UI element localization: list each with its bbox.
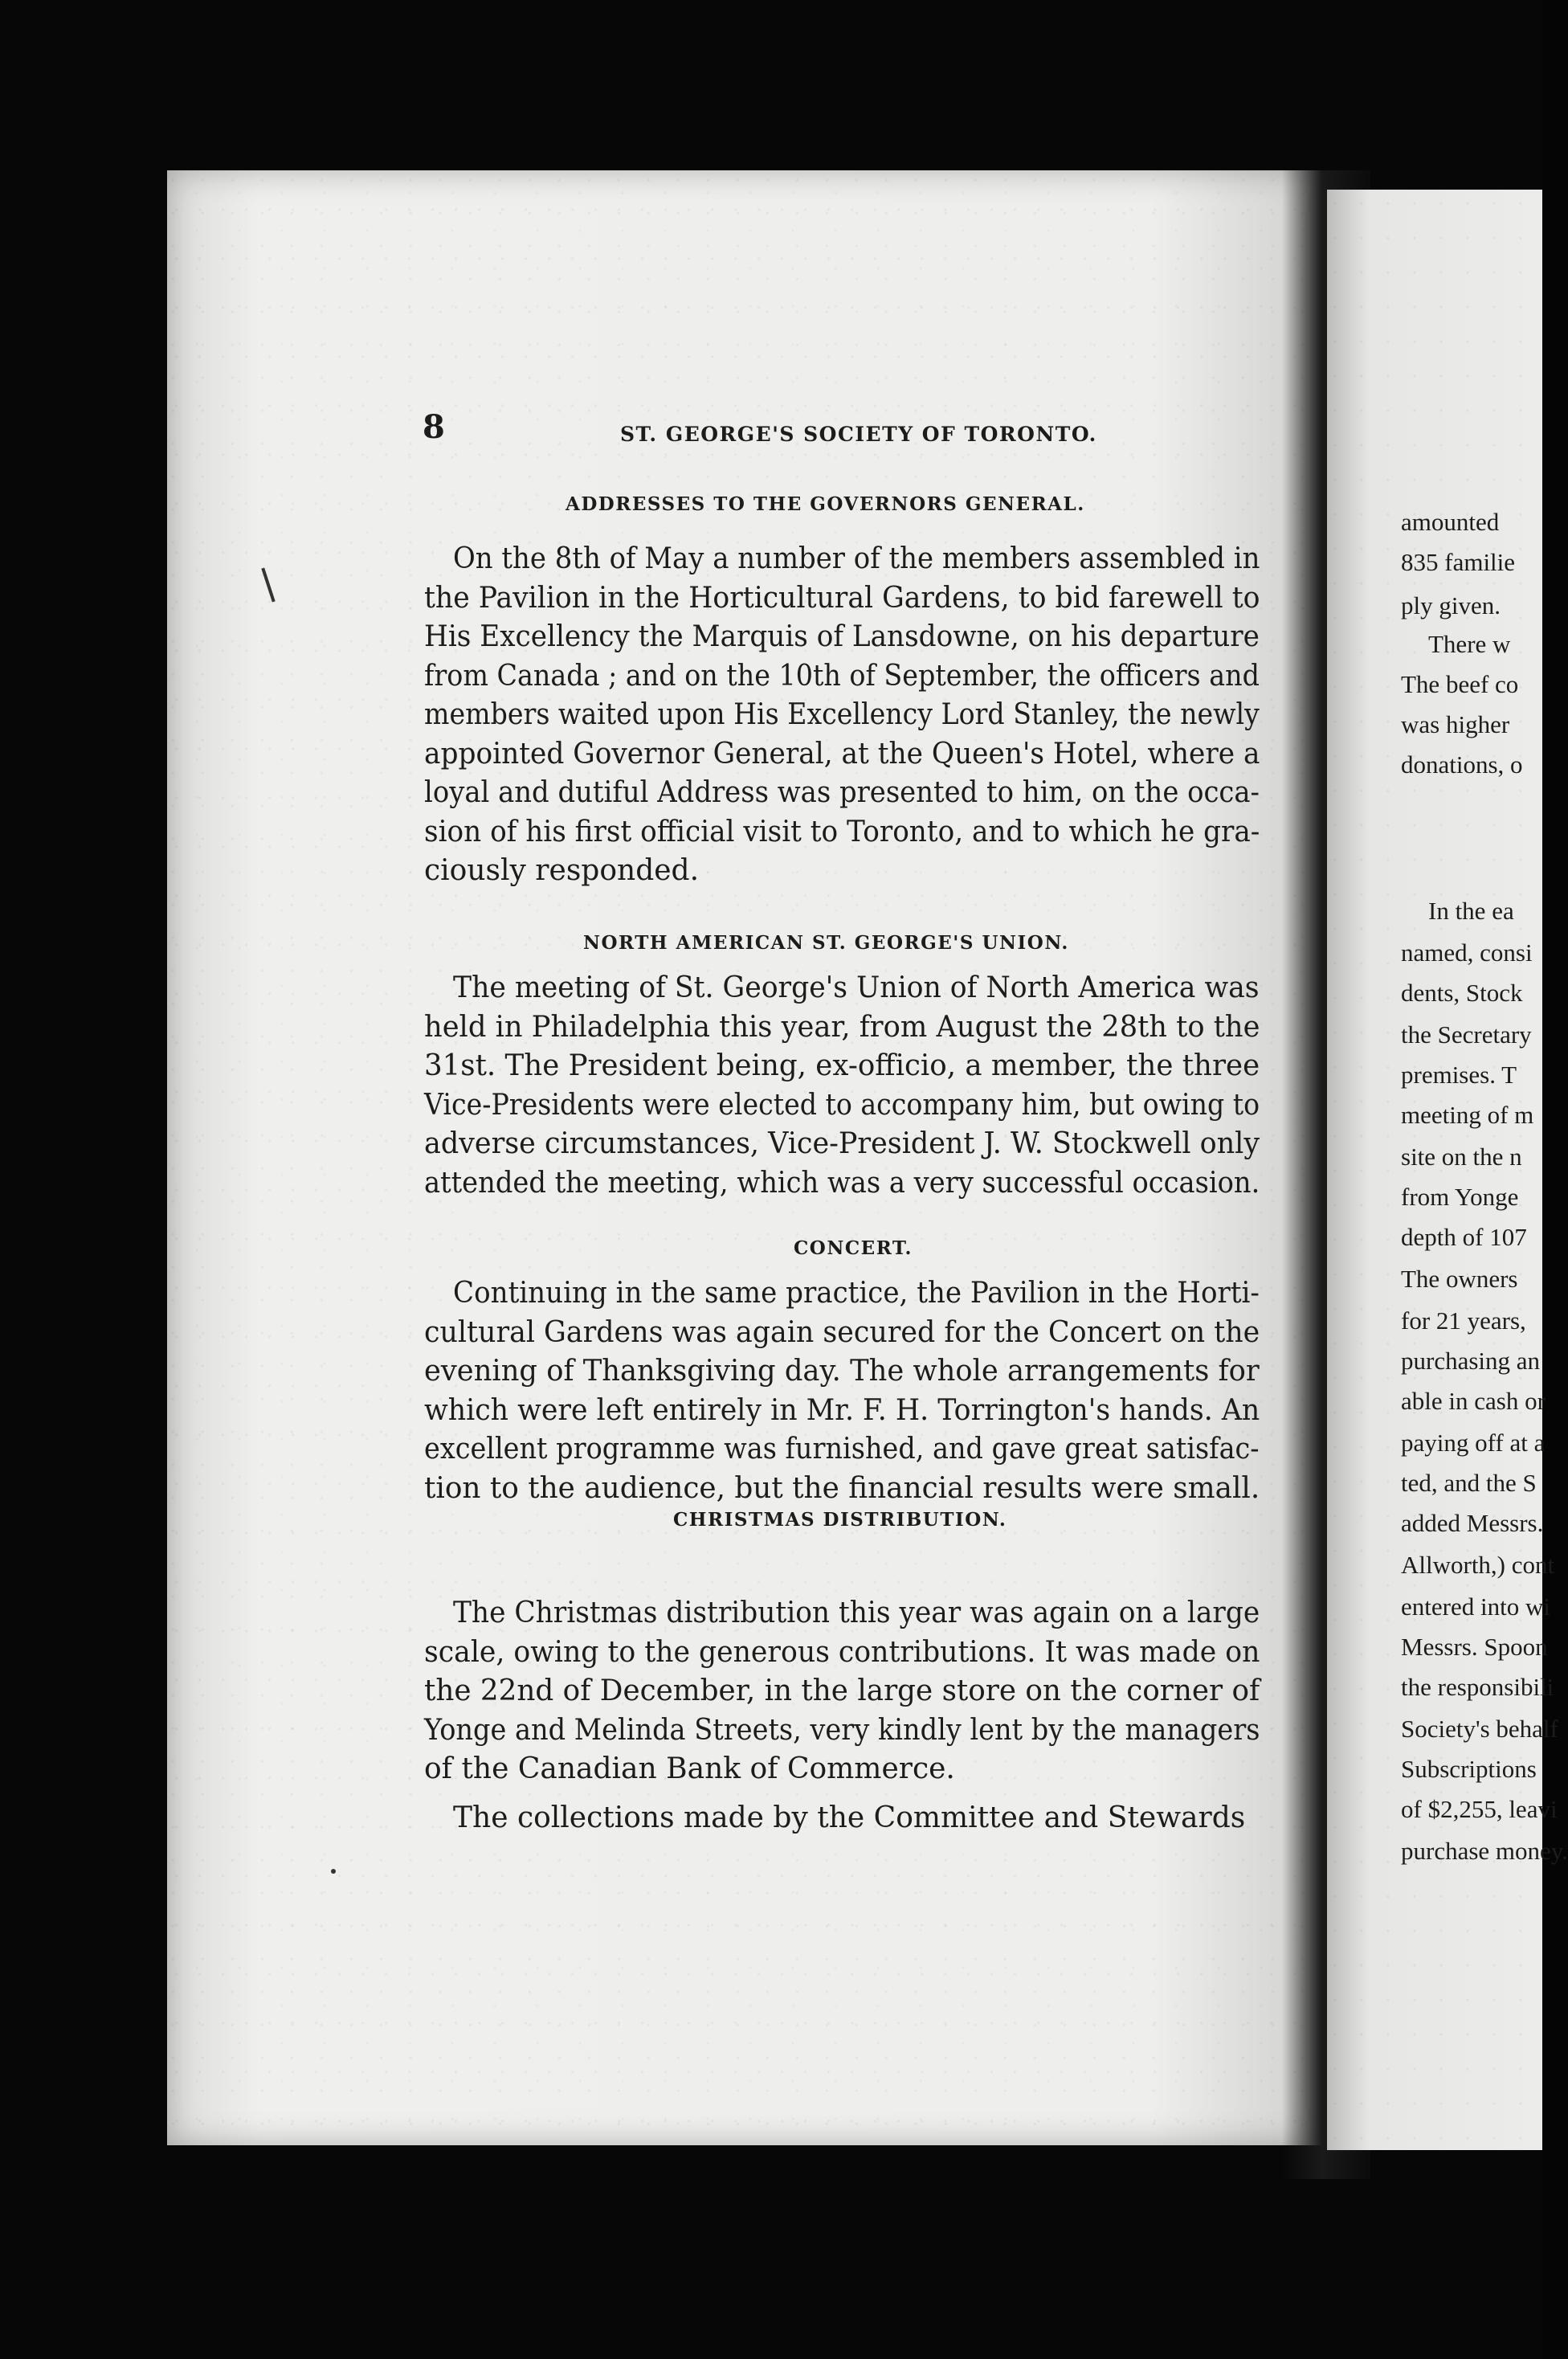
adjacent-page-line: added Messrs.	[1401, 1509, 1544, 1537]
text-line: of the Canadian Bank of Commerce.	[424, 1752, 955, 1785]
adjacent-page-line: In the ea	[1428, 897, 1514, 925]
adjacent-page-line: dents, Stock	[1401, 979, 1523, 1007]
adjacent-page-line: amounted	[1401, 508, 1500, 536]
adjacent-page-line: paying off at a	[1401, 1429, 1546, 1457]
adjacent-page-line: the Secretary	[1401, 1020, 1532, 1049]
adjacent-page-line: ted, and the S	[1401, 1469, 1537, 1497]
adjacent-page-line: There w	[1428, 630, 1511, 658]
text-line: ciously responded.	[424, 854, 700, 887]
adjacent-page-line: purchasing an	[1401, 1347, 1541, 1375]
adjacent-page-line: purchase money.	[1401, 1837, 1568, 1865]
section-heading: CONCERT.	[794, 1237, 913, 1259]
adjacent-page-line: 835 familie	[1401, 548, 1516, 576]
text-line: The meeting of St. George's Union of North America was	[453, 971, 1260, 1004]
text-line: sion of his first official visit to Toronto, and to which he gra-	[424, 815, 1260, 848]
text-line: which were left entirely in Mr. F. H. Torrington's hands. An	[424, 1393, 1260, 1427]
adjacent-page-line: able in cash or	[1401, 1387, 1546, 1415]
adjacent-page-line: of $2,255, leavi	[1401, 1795, 1558, 1823]
scan-mark	[331, 1869, 336, 1874]
adjacent-page-line: was higher	[1401, 710, 1510, 738]
adjacent-page-line: the responsibili	[1401, 1673, 1554, 1701]
adjacent-page-line: for 21 years,	[1401, 1306, 1526, 1335]
right-page-cropped	[1327, 190, 1568, 2150]
adjacent-page-line: ply given.	[1401, 591, 1501, 619]
text-line: scale, owing to the generous contributions. It was made on	[424, 1635, 1260, 1669]
section-heading: ADDRESSES TO THE GOVERNORS GENERAL.	[566, 493, 1085, 515]
text-line: Continuing in the same practice, the Pavilion in the Horti-	[453, 1277, 1260, 1310]
adjacent-page-line: meeting of m	[1401, 1101, 1534, 1129]
adjacent-page-line: site on the n	[1401, 1143, 1522, 1171]
text-line: 31st. The President being, ex-officio, a member, the three	[424, 1049, 1260, 1082]
running-head: ST. GEORGE'S SOCIETY OF TORONTO.	[620, 423, 1097, 446]
text-line: Yonge and Melinda Streets, very kindly lent by the managers	[424, 1713, 1260, 1747]
adjacent-page-line: Subscriptions	[1401, 1755, 1537, 1783]
adjacent-page-line: entered into wi	[1401, 1592, 1550, 1621]
text-line: from Canada ; and on the 10th of September, the officers and	[424, 659, 1260, 693]
adjacent-page-line: donations, o	[1401, 750, 1523, 779]
text-line: On the 8th of May a number of the members assembled in	[453, 542, 1260, 575]
text-line: members waited upon His Excellency Lord Stanley, the newly	[424, 698, 1260, 731]
text-line: The Christmas distribution this year was again on a large	[453, 1597, 1260, 1629]
adjacent-page-line: depth of 107	[1401, 1223, 1527, 1251]
text-line: the 22nd of December, in the large store on the corner of	[424, 1674, 1260, 1707]
text-line: excellent programme was furnished, and gave great satisfac-	[424, 1433, 1260, 1466]
text-line: tion to the audience, but the financial results were small.	[424, 1471, 1260, 1505]
text-line: adverse circumstances, Vice-President J. W. Stockwell only	[424, 1127, 1260, 1160]
adjacent-page-line: The owners	[1401, 1265, 1518, 1293]
section-heading: CHRISTMAS DISTRIBUTION.	[673, 1509, 1007, 1531]
adjacent-page-line: Messrs. Spoon	[1401, 1633, 1548, 1661]
text-line: loyal and dutiful Address was presented to him, on the occa-	[424, 776, 1260, 809]
text-line: His Excellency the Marquis of Lansdowne, on his departure	[424, 620, 1260, 653]
adjacent-page-line: named, consi	[1401, 938, 1533, 967]
text-line: held in Philadelphia this year, from August the 28th to the	[424, 1010, 1260, 1044]
section-heading: NORTH AMERICAN ST. GEORGE'S UNION.	[583, 932, 1069, 954]
page-number: 8	[423, 408, 445, 446]
adjacent-page-line: Society's behalf	[1401, 1715, 1558, 1743]
text-line: appointed Governor General, at the Queen's Hotel, where a	[424, 737, 1260, 771]
adjacent-page-line: Allworth,) cont	[1401, 1551, 1555, 1579]
text-line: Vice-Presidents were elected to accompany him, but owing to	[424, 1088, 1260, 1122]
text-line: attended the meeting, which was a very successful occasion.	[424, 1166, 1260, 1200]
adjacent-page-line: from Yonge	[1401, 1183, 1519, 1211]
text-line: evening of Thanksgiving day. The whole arrangements for	[424, 1355, 1260, 1388]
text-line: The collections made by the Committee and Stewards	[453, 1801, 1246, 1834]
adjacent-page-line: premises. T	[1401, 1061, 1517, 1089]
adjacent-page-line: The beef co	[1401, 670, 1519, 698]
text-line: the Pavilion in the Horticultural Gardens, to bid farewell to	[424, 581, 1260, 615]
text-line: cultural Gardens was again secured for the Concert on the	[424, 1315, 1260, 1349]
